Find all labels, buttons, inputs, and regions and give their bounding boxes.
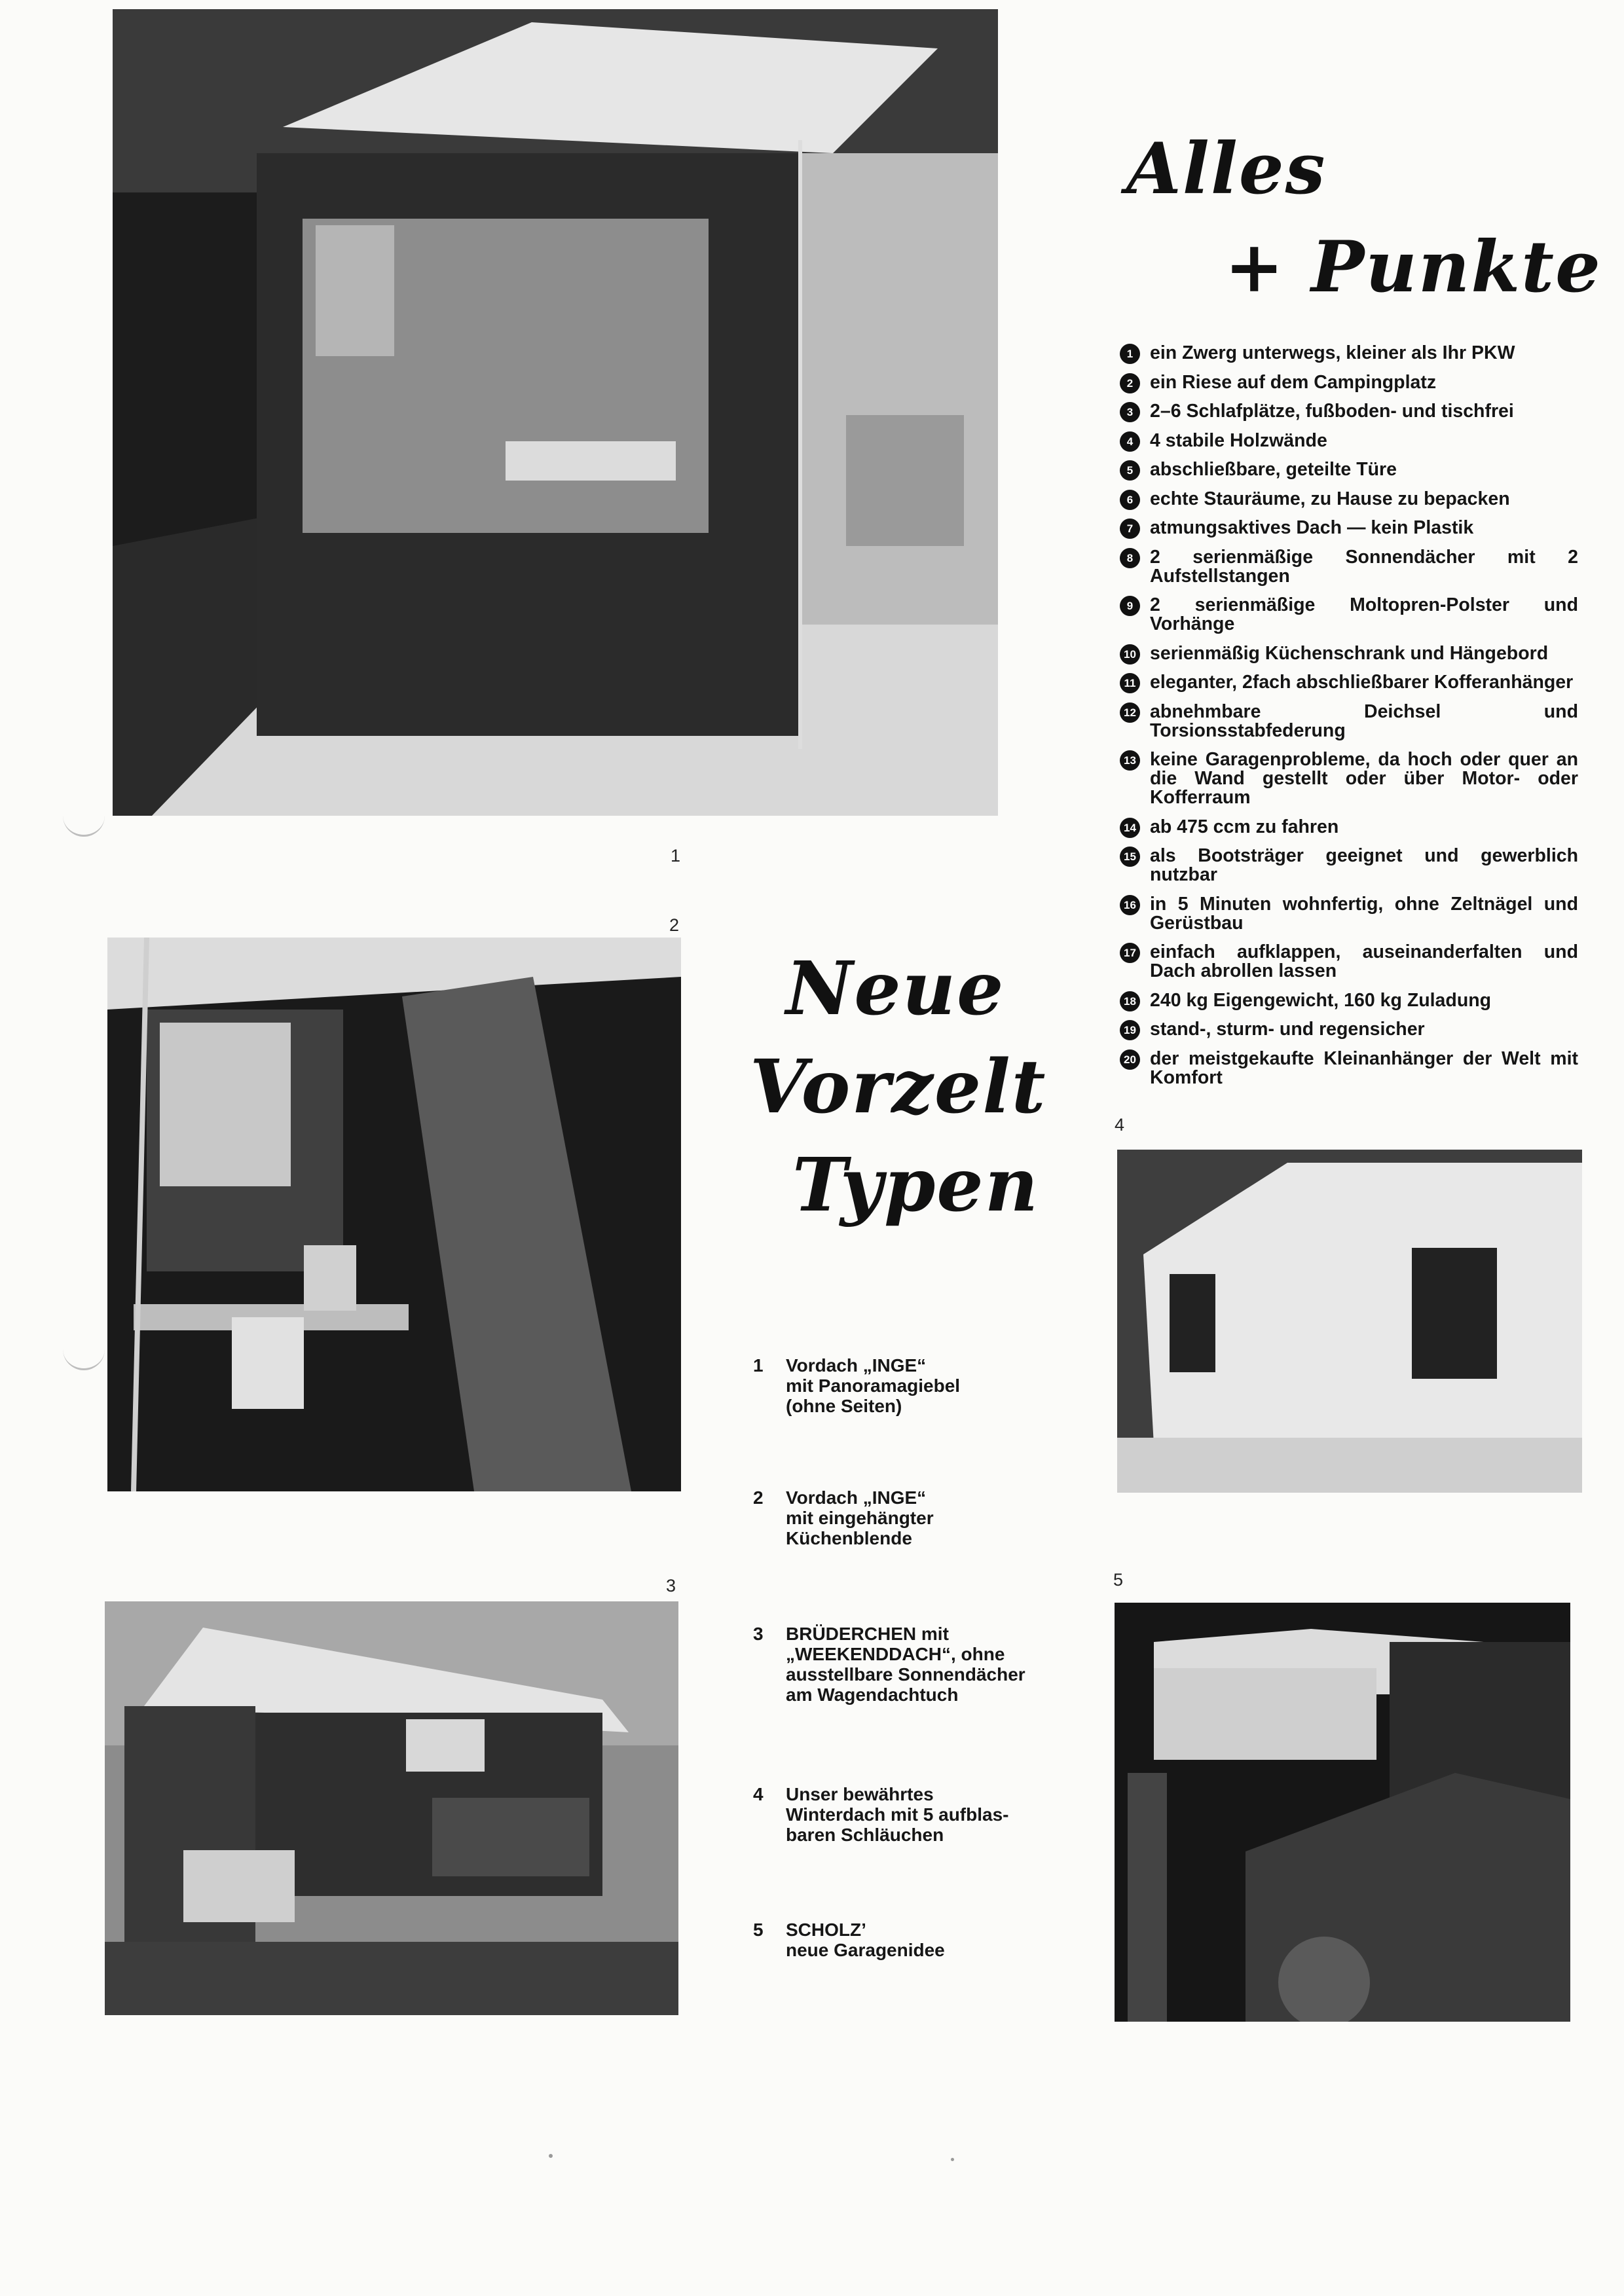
- feature-point: [1120, 818, 1578, 837]
- caption-number: 4: [753, 1784, 764, 1804]
- figure-number-1: 1: [671, 846, 681, 866]
- feature-point: [1120, 402, 1578, 421]
- caption-text: SCHOLZ’ neue Garagenidee: [786, 1920, 945, 1960]
- caption-text: Vordach „INGE“ mit Panoramagiebel (ohne Seiten): [786, 1355, 961, 1416]
- figure-number-5: 5: [1113, 1570, 1124, 1590]
- feature-text: echte Stauräume, zu Hause zu bepacken: [1150, 488, 1510, 509]
- feature-text: abschließbare, geteilte Türe: [1150, 459, 1397, 480]
- feature-point: [1120, 490, 1578, 509]
- photo-4-winterdach: [1117, 1150, 1582, 1493]
- number-badge: 9: [1120, 596, 1140, 616]
- feature-text: ein Zwerg unterwegs, kleiner als Ihr PKW: [1150, 342, 1515, 363]
- figure-number-4: 4: [1115, 1115, 1125, 1135]
- feature-text: eleganter, 2fach abschließbarer Kofferanhänger: [1150, 672, 1574, 693]
- feature-text: ab 475 ccm zu fahren: [1150, 816, 1339, 837]
- number-badge: 6: [1120, 490, 1140, 510]
- feature-text: 4 stabile Holzwände: [1150, 429, 1327, 451]
- feature-point: [1120, 1049, 1578, 1087]
- feature-text: abnehmbare Deichsel und Torsionsstabfederung: [1150, 701, 1578, 741]
- binder-hole-bottom: [63, 1342, 105, 1370]
- feature-text: keine Garagenprobleme, da hoch oder quer an die Wand gestellt oder über Motor- oder Kofferraum: [1150, 749, 1578, 808]
- feature-point: [1120, 1020, 1578, 1039]
- number-badge: 13: [1120, 750, 1140, 771]
- title-typen: Typen: [792, 1142, 1040, 1228]
- photo-3-bruederchen: [105, 1601, 678, 2015]
- number-badge: 10: [1120, 644, 1140, 665]
- feature-text: als Bootsträger geeignet und gewerblich nutzbar: [1150, 845, 1578, 885]
- number-badge: 1: [1120, 344, 1140, 364]
- feature-text: einfach aufklappen, auseinanderfalten und Dach abrollen lassen: [1150, 941, 1578, 981]
- title-vorzelt: Vorzelt: [750, 1044, 1047, 1130]
- number-badge: 2: [1120, 373, 1140, 393]
- number-badge: 14: [1120, 818, 1140, 838]
- figure-number-3: 3: [666, 1576, 676, 1595]
- feature-point: [1120, 673, 1578, 692]
- feature-text: 240 kg Eigengewicht, 160 kg Zuladung: [1150, 989, 1492, 1011]
- feature-point: [1120, 750, 1578, 807]
- feature-text: der meistgekaufte Kleinanhänger der Welt mit Komfort: [1150, 1048, 1578, 1088]
- number-badge: 17: [1120, 943, 1140, 963]
- feature-point: [1120, 373, 1578, 392]
- number-badge: 19: [1120, 1020, 1140, 1040]
- number-badge: 16: [1120, 895, 1140, 915]
- binder-hole-top: [63, 809, 105, 837]
- photo-1-vordach-inge: [113, 9, 998, 816]
- number-badge: 5: [1120, 460, 1140, 481]
- feature-point: [1120, 991, 1578, 1010]
- scan-speck: [951, 2158, 954, 2161]
- caption-number: 3: [753, 1624, 764, 1644]
- number-badge: 8: [1120, 548, 1140, 568]
- number-badge: 15: [1120, 847, 1140, 867]
- feature-point: [1120, 460, 1578, 479]
- feature-text: stand-, sturm- und regensicher: [1150, 1019, 1425, 1040]
- figure-number-2: 2: [669, 915, 680, 935]
- caption-number: 1: [753, 1355, 764, 1376]
- feature-point: [1120, 344, 1578, 363]
- number-badge: 12: [1120, 702, 1140, 723]
- feature-point: [1120, 431, 1578, 450]
- caption-text: Unser bewährtes Winterdach mit 5 aufblas- baren Schläuchen: [786, 1784, 1009, 1845]
- feature-text: ein Riese auf dem Campingplatz: [1150, 371, 1437, 393]
- number-badge: 20: [1120, 1049, 1140, 1070]
- feature-point: [1120, 895, 1578, 933]
- title-neue: Neue: [786, 946, 1005, 1032]
- feature-text: atmungsaktives Dach — kein Plastik: [1150, 517, 1474, 538]
- feature-point: [1120, 943, 1578, 981]
- feature-text: 2–6 Schlafplätze, fußboden- und tischfrei: [1150, 401, 1514, 422]
- number-badge: 11: [1120, 673, 1140, 693]
- feature-point: [1120, 519, 1578, 538]
- feature-point: [1120, 596, 1578, 634]
- caption-text: Vordach „INGE“ mit eingehängter Küchenblende: [786, 1487, 934, 1548]
- number-badge: 18: [1120, 991, 1140, 1011]
- feature-text: serienmäßig Küchenschrank und Hängebord: [1150, 642, 1549, 664]
- caption-text: BRÜDERCHEN mit „WEEKENDDACH“, ohne ausstellbare Sonnendächer am Wagendachtuch: [786, 1624, 1025, 1705]
- scan-speck: [549, 2154, 553, 2158]
- feature-point: [1120, 644, 1578, 663]
- feature-point: [1120, 548, 1578, 586]
- feature-text: in 5 Minuten wohnfertig, ohne Zeltnägel und Gerüstbau: [1150, 893, 1578, 934]
- feature-text: 2 serienmäßige Moltopren-Polster und Vorhänge: [1150, 594, 1578, 634]
- photo-2-kuechenblende: [107, 938, 681, 1491]
- number-badge: 7: [1120, 519, 1140, 539]
- feature-points-list: [1120, 344, 1578, 1097]
- caption-number: 5: [753, 1920, 764, 1940]
- number-badge: 4: [1120, 431, 1140, 452]
- photo-5-garagenidee: [1115, 1603, 1570, 2022]
- feature-point: [1120, 702, 1578, 740]
- feature-point: [1120, 847, 1578, 884]
- caption-number: 2: [753, 1487, 764, 1508]
- feature-text: 2 serienmäßige Sonnendächer mit 2 Aufstellstangen: [1150, 546, 1578, 587]
- title-punkte: + Punkte: [1225, 226, 1602, 308]
- title-alles: Alles: [1126, 128, 1327, 210]
- number-badge: 3: [1120, 402, 1140, 422]
